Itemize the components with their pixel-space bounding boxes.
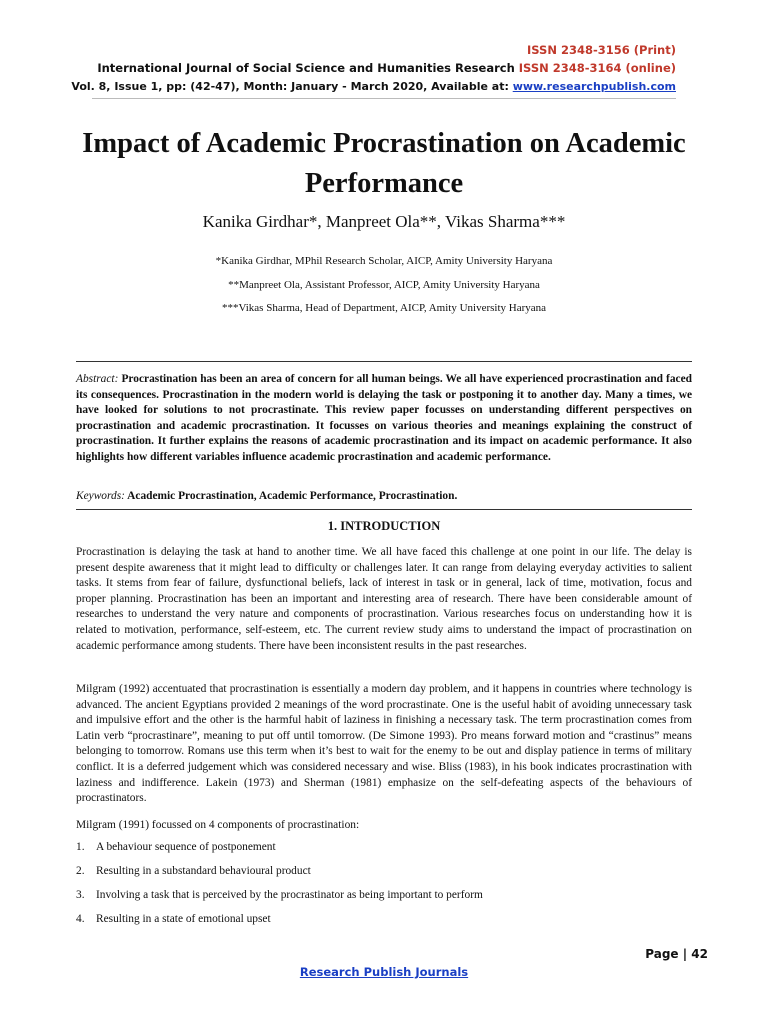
abstract-top-rule bbox=[76, 361, 692, 362]
paragraph: Milgram (1991) focussed on 4 components of procrastination: bbox=[76, 819, 360, 831]
list-text: A behaviour sequence of postponement bbox=[96, 841, 276, 853]
keywords-label: Keywords: bbox=[76, 490, 125, 502]
affiliation-3: ***Vikas Sharma, Head of Department, AICP, Amity University Haryana bbox=[221, 302, 547, 314]
journal-line bbox=[97, 61, 676, 75]
affiliation-1: *Kanika Girdhar, MPhil Research Scholar, AICP, Amity University Haryana bbox=[215, 255, 553, 267]
list-item bbox=[76, 864, 692, 888]
website-link[interactable]: www.researchpublish.com bbox=[512, 80, 676, 93]
list-number: 4. bbox=[76, 913, 85, 925]
list-text: Resulting in a state of emotional upset bbox=[96, 913, 271, 925]
list-item bbox=[76, 888, 692, 912]
components-list bbox=[76, 840, 692, 936]
paragraph: Procrastination is delaying the task at hand to another time. We all have faced this challenge at one point in our life. The delay is present despite awareness that it might lead to difficulty or challenges later. It can range from delaying everyday activities to salient tasks. It stems from fear of failure, dysfunctional beliefs, lack of interest in task or in general, lack of time, motivation, focus and proper planning. Procrastination has been an important and interesting area of research. There have been considerable amount of researches to understand the very nature and components of procrastination. Various researches focus on understanding how it is related to motivation, performance, self-esteem, etc. The current review study aims to understand the impact of procrastination on academic performance among students. There have been inconsistent results in the past researches. bbox=[76, 546, 692, 652]
paper-title: Impact of Academic Procrastination on Academic Performance bbox=[82, 128, 686, 199]
volume-line bbox=[71, 80, 676, 93]
author-list: Kanika Girdhar*, Manpreet Ola**, Vikas Sharma*** bbox=[202, 212, 566, 231]
list-text: Involving a task that is perceived by the procrastinator as being important to perform bbox=[96, 889, 483, 901]
abstract bbox=[76, 372, 692, 466]
header-divider bbox=[92, 98, 676, 99]
keywords-text: Academic Procrastination, Academic Performance, Procrastination. bbox=[127, 490, 458, 502]
keywords-bottom-rule bbox=[76, 509, 692, 510]
issn-online: ISSN 2348-3164 (online) bbox=[518, 61, 676, 75]
list-number: 3. bbox=[76, 889, 85, 901]
section-heading: 1. INTRODUCTION bbox=[327, 519, 441, 533]
list-number: 2. bbox=[76, 865, 85, 877]
paragraph: Milgram (1992) accentuated that procrastination is essentially a modern day problem, and it happens in countries where technology is advanced. The ancient Egyptians provided 2 meanings of the word procrastinate. One is the useful habit of avoiding unnecessary task and impulsive effort and the other is the harmful habit of laziness in finishing a necessary task. The term procrastination comes from Latin verb “procrastinare”, meaning to put off until tomorrow. (De Simone 1993). Pro means forward motion and “crastinus” means belonging to tomorrow. Romans use this term when it’s best to wait for the enemy to be out and display patience in terms of military conflict. It is a deferred judgement which was considered necessary and wise. Bliss (1983), in his book indicates procrastination with laziness and indifference. Lakein (1973) and Sherman (1981) emphasize on the self-defeating aspects of the behaviours of procrastinators. bbox=[76, 683, 692, 805]
page-number: Page | 42 bbox=[645, 947, 708, 961]
list-number: 1. bbox=[76, 841, 85, 853]
abstract-label: Abstract: bbox=[76, 373, 119, 385]
list-text: Resulting in a substandard behavioural product bbox=[96, 865, 311, 877]
affiliation-2: **Manpreet Ola, Assistant Professor, AICP, Amity University Haryana bbox=[228, 279, 540, 291]
issn-print: ISSN 2348-3156 (Print) bbox=[527, 43, 676, 57]
journal-name: International Journal of Social Science and Humanities Research bbox=[97, 61, 515, 75]
publisher-link[interactable]: Research Publish Journals bbox=[299, 965, 469, 979]
keywords bbox=[76, 490, 692, 502]
list-item bbox=[76, 912, 692, 936]
abstract-text: Procrastination has been an area of concern for all human beings. We all have experienced procrastination and faced its consequences. Procrastination in the modern world is delaying the task or postponing it to another day. Many a times, we have looked for solutions to not procrastinate. This review paper focusses on understanding different perspectives on procrastination and academic procrastination. It focusses on various theories and meanings explaining the construct of procrastination. It further explains the reasons of academic procrastination and its impact on academic performance. It also highlights how different variables influence academic procrastination and academic performance. bbox=[76, 373, 692, 463]
volume-info: Vol. 8, Issue 1, pp: (42-47), Month: January - March 2020, Available at: bbox=[71, 80, 509, 93]
list-item bbox=[76, 840, 692, 864]
